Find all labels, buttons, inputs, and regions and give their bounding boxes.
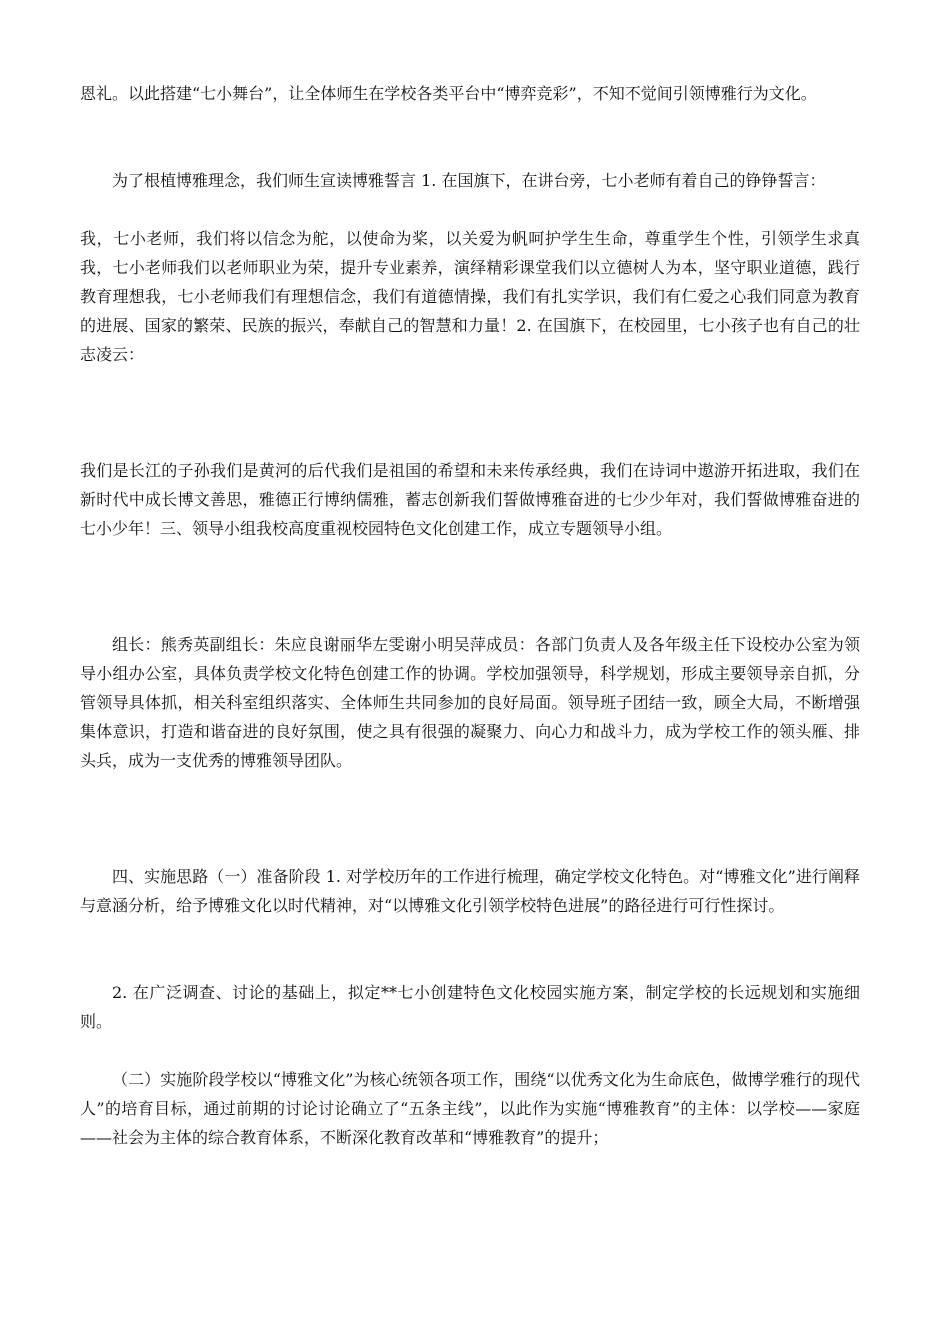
paragraph-4: 我们是长江的子孙我们是黄河的后代我们是祖国的希望和未来传承经典，我们在诗词中遨游开拓进取，我们在新时代中成长博文善思，雅德正行博纳儒雅，蓄志创新我们誓做博雅奋进的七少少年对，我们誓做博雅奋进的七小少年！三、领导小组我校高度重视校园特色文化创建工作，成立专题领导小组。 [80,461,860,538]
paragraph-6: 四、实施思路（一）准备阶段 1. 对学校历年的工作进行梳理，确定学校文化特色。对“博雅文化”进行阐释与意涵分析，给予博雅文化以时代精神，对“以博雅文化引领学校特色进展”的路径进行可行性探讨。 [80,867,860,915]
paragraph-2: 为了根植博雅理念，我们师生宣读博雅誓言 1. 在国旗下，在讲台旁，七小老师有着自己的铮铮誓言： [112,171,826,190]
paragraph-8: （二）实施阶段学校以“博雅文化”为核心统领各项工作，围绕“以优秀文化为生命底色，做博学雅行的现代人”的培育目标，通过前期的讨论讨论确立了“五条主线”，以此作为实施“博雅教育”的主体：以学校——家庭——社会为主体的综合教育体系，不断深化教育改革和“博雅教育”的提升； [80,1070,860,1147]
paragraph-1: 恩礼。以此搭建“七小舞台”，让全体师生在学校各类平台中“博弈竞彩”，不知不觉间引领博雅行为文化。 [80,84,817,103]
paragraph-5: 组长：熊秀英副组长：朱应良谢丽华左雯谢小明吴萍成员：各部门负责人及各年级主任下设校办公室为领导小组办公室，具体负责学校文化特色创建工作的协调。学校加强领导，科学规划，形成主要领导亲自抓，分管领导具体抓，相关科室组织落实、全体师生共同参加的良好局面。领导班子团结一致，顾全大局，不断增强集体意识，打造和谐奋进的良好氛围，使之具有很强的凝聚力、向心力和战斗力，成为学校工作的领头雁、排头兵，成为一支优秀的博雅领导团队。 [80,635,860,770]
paragraph-7: 2. 在广泛调查、讨论的基础上，拟定**七小创建特色文化校园实施方案，制定学校的长远规划和实施细则。 [80,983,860,1031]
paragraph-3: 我，七小老师，我们将以信念为舵，以使命为桨，以关爱为帆呵护学生生命，尊重学生个性，引领学生求真我，七小老师我们以老师职业为荣，提升专业素养，演绎精彩课堂我们以立德树人为本，坚守职业道德，践行教育理想我，七小老师我们有理想信念，我们有道德情操，我们有扎实学识，我们有仁爱之心我们同意为教育的进展、国家的繁荣、民族的振兴，奉献自己的智慧和力量！2. 在国旗下，在校园里，七小孩子也有自己的壮志凌云： [80,229,860,364]
